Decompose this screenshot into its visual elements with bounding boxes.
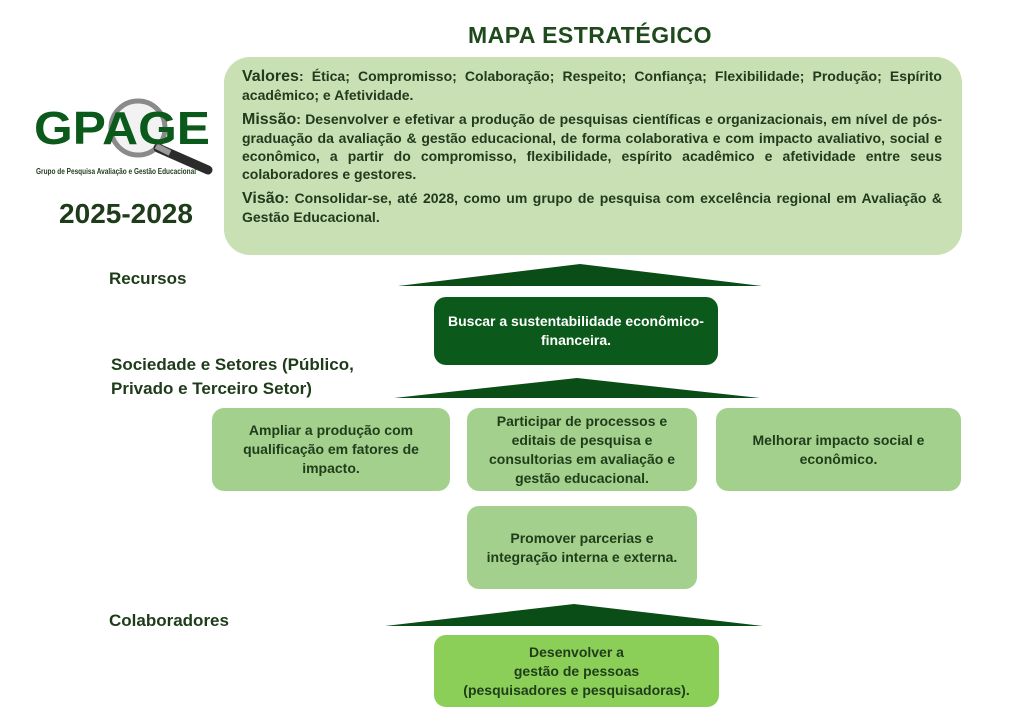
objective-pessoas (434, 635, 719, 707)
recursos-arrow (398, 262, 762, 288)
magnifying-glass-icon (30, 92, 220, 182)
logo-text: GPAGE (34, 102, 211, 154)
objective-parcerias: Promover parcerias e integração interna e externa. (467, 506, 697, 589)
visao-label: Visão (242, 190, 285, 207)
valores-label: Valores (242, 68, 299, 85)
objective-pessoas-line1: Desenvolver a (529, 643, 624, 660)
valores-text: : Ética; Compromisso; Colaboração; Respeito; Confiança; Flexibilidade; Produção; Espírito acadêmico; e Afetividade. (242, 68, 942, 103)
mission-vision-values-box (224, 57, 962, 255)
page-title: MAPA ESTRATÉGICO (468, 22, 712, 48)
missao-label: Missão (242, 111, 297, 128)
objective-pessoas-line3: (pesquisadores e pesquisadoras). (463, 681, 690, 698)
objective-processos: Participar de processos e editais de pesquisa e consultorias em avaliação e gestão educacional. (467, 408, 697, 491)
visao-statement (242, 189, 942, 226)
gpage-logo (30, 92, 220, 182)
objective-sustentabilidade: Buscar a sustentabilidade econômico-financeira. (434, 297, 718, 365)
missao-statement (242, 110, 942, 183)
period-years: 2025-2028 (59, 198, 193, 229)
valores-statement (242, 67, 942, 104)
objective-pessoas-line2: gestão de pessoas (513, 662, 640, 679)
missao-text: : Desenvolver e efetivar a produção de pesquisas científicas e organizacionais, em nível de pós-graduação da avaliação & gestão educacional, de forma colaborativa e com impacto avaliativo, social e econômico, a partir do compromisso, flexibilidade, espírito acadêmico e afetividade entre seus colaboradores e gestores. (242, 111, 942, 182)
visao-text: : Consolidar-se, até 2028, como um grupo de pesquisa com excelência regional em Avaliação & Gestão Educacional. (242, 190, 942, 225)
section-colaboradores: Colaboradores (109, 611, 229, 630)
objective-impacto: Melhorar impacto social e econômico. (716, 408, 961, 491)
section-sociedade-line2: Privado e Terceiro Setor) (111, 379, 312, 398)
section-recursos: Recursos (109, 269, 187, 288)
colaboradores-arrow (385, 602, 763, 628)
logo-subtitle: Grupo de Pesquisa Avaliação e Gestão Educacional (36, 167, 196, 176)
section-sociedade-line1: Sociedade e Setores (Público, (111, 355, 354, 374)
sociedade-arrow (394, 376, 760, 400)
objective-producao: Ampliar a produção com qualificação em fatores de impacto. (212, 408, 450, 491)
section-sociedade (111, 353, 354, 401)
